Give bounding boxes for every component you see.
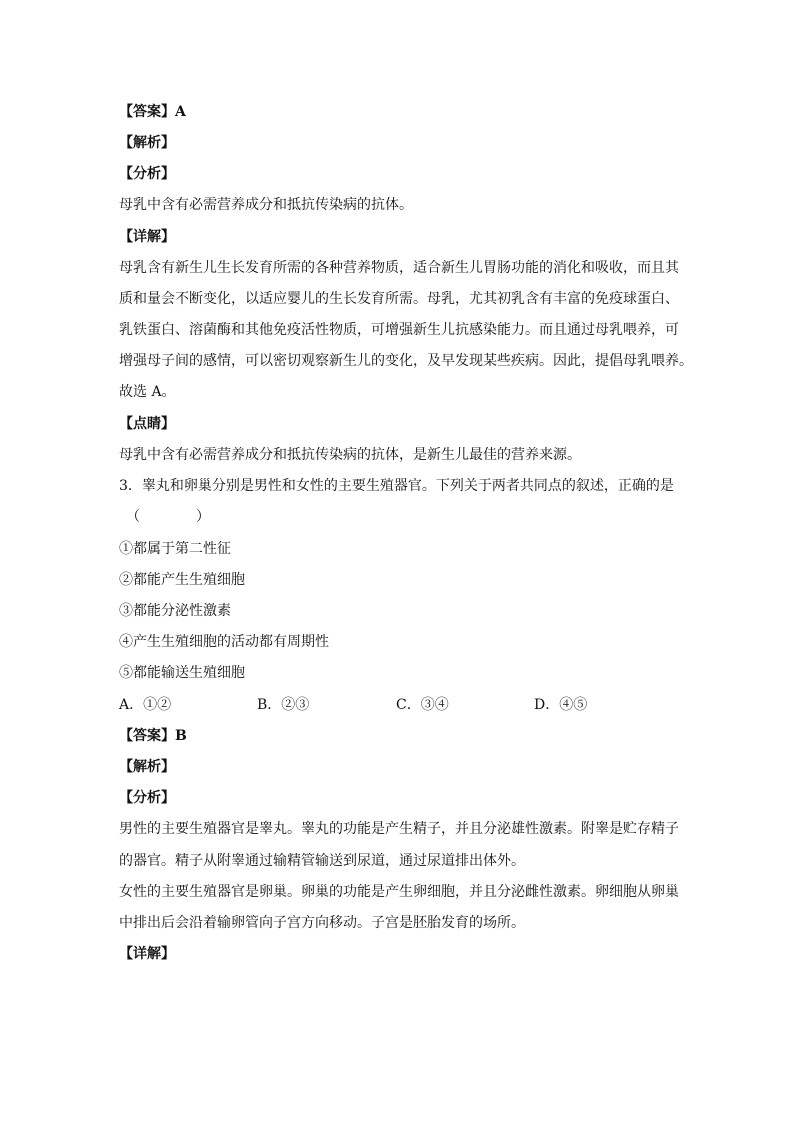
detail-line: 母乳含有新生儿生长发育所需的各种营养物质，适合新生儿胃肠功能的消化和吸收，而且其: [119, 260, 679, 276]
analysis-heading: 【解析】: [119, 135, 175, 151]
option-b: B．②③: [257, 697, 310, 713]
detail-line: 故选 A。: [119, 384, 176, 400]
comment-text: 母乳中含有必需营养成分和抵抗传染病的抗体，是新生儿最佳的营养来源。: [119, 447, 581, 463]
fenxi-heading: 【分析】: [119, 166, 175, 182]
statement-item: ①都属于第二性征: [119, 541, 231, 557]
option-c: C．③④: [396, 697, 449, 713]
statement-item: ⑤都能输送生殖细胞: [119, 665, 245, 681]
detail-line: 质和量会不断变化，以适应婴儿的生长发育所需。母乳，尤其初乳含有丰富的免疫球蛋白、: [119, 291, 679, 307]
answer-label: 【答案】B: [119, 728, 187, 744]
option-d: D．④⑤: [534, 697, 588, 713]
comment-heading: 【点睛】: [119, 416, 175, 432]
fenxi-heading: 【分析】: [119, 790, 175, 806]
answer-label: 【答案】A: [119, 104, 186, 120]
detail-line: 乳铁蛋白、溶菌酶和其他免疫活性物质，可增强新生儿抗感染能力。而且通过母乳喂养，可: [119, 322, 679, 338]
option-a: A．①②: [119, 697, 172, 713]
fenxi-line: 女性的主要生殖器官是卵巢。卵巢的功能是产生卵细胞，并且分泌雌性激素。卵细胞从卵巢: [119, 884, 679, 900]
fenxi-line: 男性的主要生殖器官是睾丸。睾丸的功能是产生精子，并且分泌雄性激素。附睾是贮存精子: [119, 821, 679, 837]
question-stem: 3．睾丸和卵巢分别是男性和女性的主要生殖器官。下列关于两者共同点的叙述，正确的是: [119, 478, 674, 494]
detail-heading: 【详解】: [119, 946, 175, 962]
statement-item: ②都能产生生殖细胞: [119, 572, 245, 588]
detail-heading: 【详解】: [119, 229, 175, 245]
fenxi-line: 中排出后会沿着输卵管向子宫方向移动。子宫是胚胎发育的场所。: [119, 915, 525, 931]
analysis-heading: 【解析】: [119, 759, 175, 775]
statement-item: ③都能分泌性激素: [119, 603, 231, 619]
fenxi-text: 母乳中含有必需营养成分和抵抗传染病的抗体。: [119, 197, 413, 213]
statement-item: ④产生生殖细胞的活动都有周期性: [119, 634, 329, 650]
answer-blank: （ ）: [126, 509, 210, 525]
detail-line: 增强母子间的感情，可以密切观察新生儿的变化，及早发现某些疾病。因此，提倡母乳喂养。: [119, 353, 693, 369]
fenxi-line: 的器官。精子从附睾通过输精管输送到尿道，通过尿道排出体外。: [119, 853, 525, 869]
